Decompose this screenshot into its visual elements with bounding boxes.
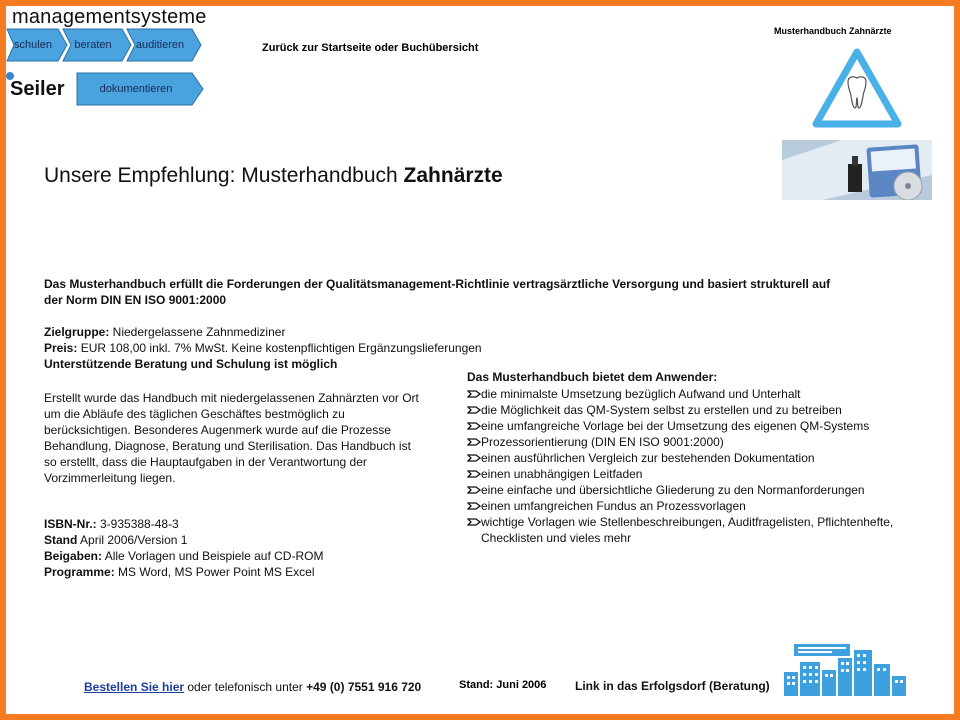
benefit-text: einen umfangreichen Fundus an Prozessvorlagen [481,499,746,513]
product-photo [782,140,932,200]
benefit-text: Prozessorientierung (DIN EN ISO 9001:2000) [481,435,724,449]
arrow-bullet-icon [467,386,481,402]
price-label: Preis: [44,341,78,355]
target-group-line [44,324,604,340]
product-binder-image [782,140,932,200]
version-value: April 2006/Version 1 [77,533,188,547]
success-village-link[interactable]: Link in das Erfolgsdorf (Beratung) [575,679,770,693]
nav-dokumentieren-button[interactable] [76,72,204,106]
version-line [44,532,444,548]
details-block [44,516,444,580]
city-skyline-icon[interactable] [784,642,910,696]
benefit-text: einen ausführlichen Vergleich zur bestehenden Dokumentation [481,451,815,465]
list-item [467,450,937,466]
version-label: Stand [44,533,78,547]
list-item [467,386,937,402]
order-text: oder telefonisch unter [184,680,307,694]
page-title [44,164,503,188]
nav-beraten-button[interactable] [62,28,132,62]
nav-label: schulen [14,39,52,51]
target-group-label: Zielgruppe: [44,325,110,339]
extras-value: Alle Vorlagen und Beispiele auf CD-ROM [102,549,324,563]
arrow-bullet-icon [467,402,481,418]
intro-text: Das Musterhandbuch erfüllt die Forderungen der Qualitätsmanagement-Richtlinie vertragsärztliche Versorgung und basiert strukturell auf der Norm DIN EN ISO 9001:2000 [44,277,831,307]
title-emphasis: Zahnärzte [403,164,503,187]
programs-line [44,564,444,580]
footer-stand: Stand: Juni 2006 [459,679,547,691]
benefits-list [467,386,937,546]
list-item [467,498,937,514]
extras-line [44,548,444,564]
benefit-text: die Möglichkeit das QM-System selbst zu erstellen und zu betreiben [481,403,842,417]
target-group-value: Niedergelassene Zahnmediziner [109,325,286,339]
programs-value: MS Word, MS Power Point MS Excel [114,565,315,579]
support-text: Unterstützende Beratung und Schulung ist möglich [44,357,338,371]
benefit-text: eine umfangreiche Vorlage bei der Umsetzung des eigenen QM-Systems [481,419,870,433]
list-item [467,418,937,434]
manual-label: Musterhandbuch Zahnärzte [774,26,892,36]
nav-auditieren-button[interactable] [126,28,202,62]
list-item [467,402,937,418]
list-item [467,482,937,498]
company-logo: Seiler [10,78,65,100]
isbn-label: ISBN-Nr.: [44,517,97,531]
isbn-value: 3-935388-48-3 [96,517,179,531]
list-item [467,434,937,450]
extras-label: Beigaben: [44,549,103,563]
brand-name: managementsysteme [12,6,207,28]
arrow-bullet-icon [467,498,481,514]
title-prefix: Unsere Empfehlung: Musterhandbuch [44,164,404,187]
arrow-bullet-icon [467,418,481,434]
tooth-warning-sign-icon [812,48,902,128]
price-line [44,340,604,356]
arrow-bullet-icon [467,514,481,530]
benefit-text: eine einfache und übersichtliche Gliederung zu den Normanforderungen [481,483,865,497]
nav-label: auditieren [135,39,185,51]
arrow-bullet-icon [467,466,481,482]
isbn-line [44,516,444,532]
programs-label: Programme: [44,565,115,579]
arrow-bullet-icon [467,434,481,450]
nav-schulen-button[interactable] [6,28,68,62]
benefits-title: Das Musterhandbuch bietet dem Anwender: [467,370,718,384]
arrow-bullet-icon [467,450,481,466]
list-item [467,466,937,482]
list-item [467,514,937,546]
description-text: Erstellt wurde das Handbuch mit niedergelassenen Zahnärzten vor Ort um die Abläufe des täglichen Geschäftes bestmöglich zu berücksichtigen. Besonderes Augenmerk wurde auf die Prozesse Behandlung, Diagnose, Beratung und Sterilisation. Das Handbuch ist so erstellt, dass die Hauptaufgaben in der Verantwortung der Vorzimmerleitung liegen. [44,391,419,485]
nav-label: dokumentieren [99,83,173,95]
price-value: EUR 108,00 inkl. 7% MwSt. Keine kostenpflichtigen Ergänzungslieferungen [77,341,482,355]
back-link[interactable]: Zurück zur Startseite oder Buchübersicht [262,42,479,54]
phone-number: +49 (0) 7551 916 720 [306,680,422,694]
benefit-text: wichtige Vorlagen wie Stellenbeschreibungen, Auditfragelisten, Pflichtenhefte, Checklisten und vieles mehr [481,515,894,545]
nav-label: beraten [74,39,112,51]
benefit-text: einen unabhängigen Leitfaden [481,467,643,481]
info-block [44,324,604,372]
page [6,6,954,714]
order-line [84,680,421,694]
arrow-bullet-icon [467,482,481,498]
order-link[interactable]: Bestellen Sie hier [84,680,185,694]
benefit-text: die minimalste Umsetzung bezüglich Aufwand und Unterhalt [481,387,801,401]
